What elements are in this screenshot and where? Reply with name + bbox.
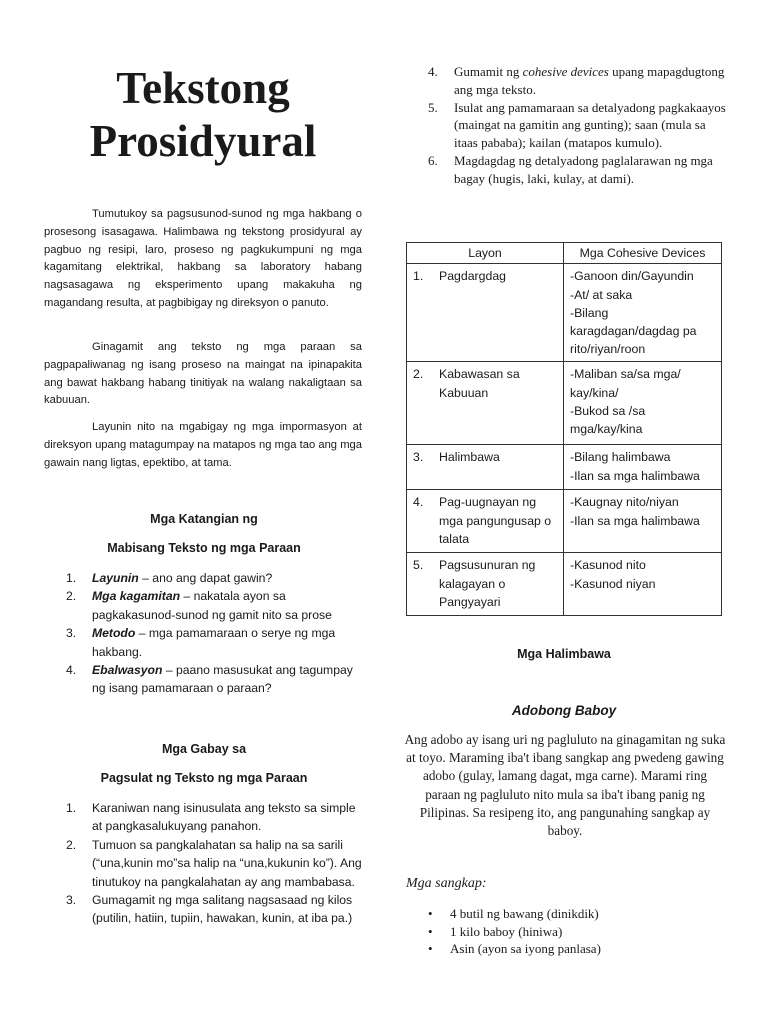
list-item: 6. Magdagdag ng detalyadong paglalarawan ng mga bagay (hugis, laki, kulay, at dami). [428,152,713,186]
list-item: 2. Tumuon sa pangkalahatan sa halip na sa sarili (“una,kunin mo”sa halip na “una,kukunin ko”). Ang tinutukoy na pangkalahatan ay ang mambabasa. [66,837,362,889]
intro-paragraph-1: Tumutukoy sa pagsusunod-sunod ng mga hakbang o prosesong isasagawa. Halimbawa ng tekstong prosidyural ay pagbuo ng resipi, laro, proseso ng pagkukumpuni ng mga kagamitang elektrikal, hakbang sa laboratory habang nagsasagawa ng eksperimento upang makakuha ng magandang resulta, at pagbibigay ng direksyon o panuto. [44,208,362,309]
katangian-list [66,569,366,698]
gabay-heading-line-1: Mga Gabay sa [161,742,247,756]
list-item: 1. Layunin – ano ang dapat gawin? [66,571,273,585]
table-row [407,553,722,616]
list-item: 4. Ebalwasyon – paano masusukat ang tagumpay ng isang pamamaraan o paraan? [66,663,353,696]
list-item: • 4 butil ng bawang (dinikdik) [426,905,722,923]
katangian-heading-line-1: Mga Katangian ng [150,512,258,526]
gabay-list-part-1 [66,799,366,928]
recipe-title: Adobong Baboy [511,703,617,718]
list-item: • Asin (ayon sa iyong panlasa) [426,940,722,958]
devices-cell: -Maliban sa/sa mga/ kay/kina/ -Bukod sa /sa mga/kay/kina [564,362,722,445]
title-line-1: Tekstong [116,63,290,113]
list-item: 5. Isulat ang pamamaraan sa detalyadong pagkakaayos (maingat na gamitin ang gunting); saan (mula sa itaas pababa); kailan (matapos kumulo). [428,99,726,151]
intro-paragraph-3: Layunin nito na mgabigay ng mga impormasyon at direksyon upang matagumpay na matapos ng mga tao ang mga gawain nang ligtas, epektibo, at tama. [44,421,362,469]
list-item: 3. Gumagamit ng mga salitang nagsasaad ng kilos (putilin, hatiin, tupiin, hawakan, kunin, at iba pa.) [66,893,353,926]
recipe-intro: Ang adobo ay isang uri ng pagluluto na ginagamitan ng suka at toyo. Maraming iba't ibang sangkap ang pwedeng gawing adobo (gulay, lamang dagat, mga carne). Marami ring paraan ng pagluluto nito mula sa iba't ibang panig ng Pilipinas. Sa resipeng ito, ang pangunahing sangkap ay baboy. [404,732,726,839]
layon-cell: 5. Pagsusunuran ng kalagayan o Pangyayari [407,553,564,616]
list-item: 2. Mga kagamitan – nakatala ayon sa pagkakasunod-sunod ng gamit nito sa prose [66,589,332,622]
devices-cell: -Bilang halimbawa -Ilan sa mga halimbawa [564,445,722,490]
page-title [42,62,364,168]
devices-cell: -Kasunod nito -Kasunod niyan [564,553,722,616]
list-item: • 1 kilo baboy (hiniwa) [426,923,722,941]
layon-cell: 4. Pag-uugnayan ng mga pangungusap o talata [407,490,564,553]
table-row [407,490,722,553]
list-item: 4. Gumamit ng cohesive devices upang mapagdugtong ang mga teksto. [428,64,725,97]
table-header-row [407,243,722,264]
table-row [407,445,722,490]
table-row [407,362,722,445]
layon-cell: 3. Halimbawa [407,445,564,490]
layon-cell: 1. Pagdargdag [407,264,564,362]
table-row [407,264,722,362]
sangkap-label: Mga sangkap: [406,876,487,891]
katangian-heading-line-2: Mabisang Teksto ng mga Paraan [107,541,301,555]
column-header-devices: Mga Cohesive Devices [564,243,722,264]
column-header-layon: Layon [407,243,564,264]
devices-cell: -Kaugnay nito/niyan -Ilan sa mga halimbawa [564,490,722,553]
layon-cell: 2. Kabawasan sa Kabuuan [407,362,564,445]
halimbawa-heading: Mga Halimbawa [517,647,611,661]
sangkap-list [426,905,722,958]
cohesive-devices-table [406,242,722,616]
list-item: 3. Metodo – mga pamamaraan o serye ng mga hakbang. [66,626,336,659]
list-item: 1. Karaniwan nang isinusulata ang teksto sa simple at pangkasalukuyang panahon. [66,801,356,834]
gabay-list-part-2 [428,63,726,188]
gabay-heading-line-2: Pagsulat ng Teksto ng mga Paraan [100,771,308,785]
intro-paragraph-2: Ginagamit ang teksto ng mga paraan sa pagpapaliwanag ng isang proseso na maingat na ipinapakita ang bawat hakbang habang tinitiyak na walang nakaligtaan sa kabuuan. [44,341,362,407]
title-line-2: Prosidyural [89,116,317,166]
devices-cell: -Ganoon din/Gayundin -At/ at saka -Bilang karagdagan/dagdag pa rito/riyan/roon [564,264,722,362]
